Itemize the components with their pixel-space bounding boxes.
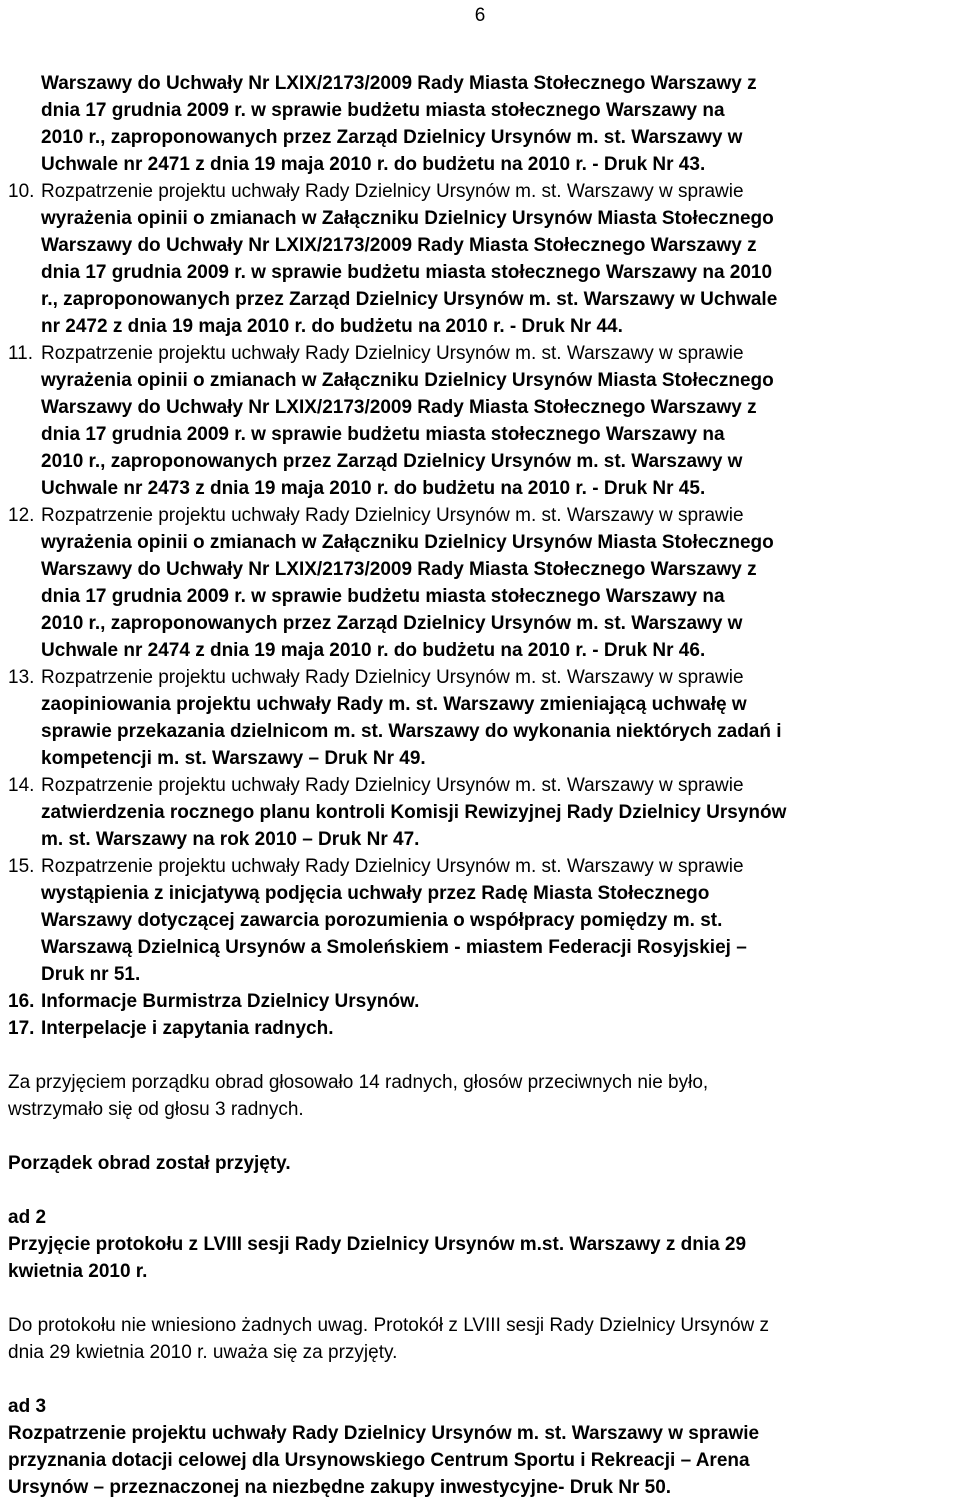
agenda-item-text xyxy=(41,502,952,664)
agenda-item-text xyxy=(41,772,952,853)
agenda-item-text xyxy=(41,853,952,988)
agenda-item xyxy=(8,988,952,1015)
ad3-heading: ad 3 xyxy=(8,1396,47,1417)
agenda-item-line: dnia 17 grudnia 2009 r. w sprawie budżetu miasta stołecznego Warszawy na 2010 xyxy=(41,262,773,283)
agenda-item-line: Warszawy do Uchwały Nr LXIX/2173/2009 Rady Miasta Stołecznego Warszawy z xyxy=(41,397,757,418)
agenda-item-line: Warszawą Dzielnicą Ursynów a Smoleńskiem - miastem Federacji Rosyjskiej – xyxy=(41,937,747,958)
page-number: 6 xyxy=(474,5,486,26)
agenda-item-text xyxy=(41,988,952,1015)
agenda-item-line: nr 2472 z dnia 19 maja 2010 r. do budżetu na 2010 r. - Druk Nr 44. xyxy=(41,316,623,337)
ad3-title-line: Ursynów – przeznaczonej na niezbędne zakupy inwestycyjne- Druk Nr 50. xyxy=(8,1477,672,1498)
ad3-title-line: przyznania dotacji celowej dla Ursynowskiego Centrum Sportu i Rekreacji – Arena xyxy=(8,1450,750,1471)
agenda-item-line: zaopiniowania projektu uchwały Rady m. st. Warszawy zmieniającą uchwałę w xyxy=(41,694,747,715)
ad3-title-line: Rozpatrzenie projektu uchwały Rady Dzielnicy Ursynów m. st. Warszawy w sprawie xyxy=(8,1423,760,1444)
text-line: dnia 17 grudnia 2009 r. w sprawie budżetu miasta stołecznego Warszawy na xyxy=(41,100,725,121)
agenda-item-line: kompetencji m. st. Warszawy – Druk Nr 49. xyxy=(41,748,426,769)
text-line: Za przyjęciem porządku obrad głosowało 14 radnych, głosów przeciwnych nie było, xyxy=(8,1072,709,1093)
agenda-item-line: sprawie przekazania dzielnicom m. st. Warszawy do wykonania niektórych zadań i xyxy=(41,721,782,742)
ad2-title-line: Przyjęcie protokołu z LVIII sesji Rady Dzielnicy Ursynów m.st. Warszawy z dnia 29 xyxy=(8,1234,747,1255)
agenda-item-line: r., zaproponowanych przez Zarząd Dzielnicy Ursynów m. st. Warszawy w Uchwale xyxy=(41,289,778,310)
agenda-item-number: 14. xyxy=(8,775,35,796)
agenda-item-first-line: Rozpatrzenie projektu uchwały Rady Dzielnicy Ursynów m. st. Warszawy w sprawie xyxy=(41,667,744,688)
agenda-item xyxy=(8,772,952,853)
agenda-item-line: 2010 r., zaproponowanych przez Zarząd Dzielnicy Ursynów m. st. Warszawy w xyxy=(41,451,743,472)
agenda-item-number: 11. xyxy=(8,343,34,364)
agenda-item-first-line: Rozpatrzenie projektu uchwały Rady Dzielnicy Ursynów m. st. Warszawy w sprawie xyxy=(41,505,744,526)
ad2-body-line: Do protokołu nie wniesiono żadnych uwag. Protokół z LVIII sesji Rady Dzielnicy Ursynów z xyxy=(8,1315,770,1336)
agenda-item-line: zatwierdzenia rocznego planu kontroli Komisji Rewizyjnej Rady Dzielnicy Ursynów xyxy=(41,802,787,823)
ad2-title-line: kwietnia 2010 r. xyxy=(8,1261,148,1282)
agenda-item-number: 10. xyxy=(8,181,35,202)
agenda-item xyxy=(8,664,952,772)
agenda-item-line: Uchwale nr 2473 z dnia 19 maja 2010 r. do budżetu na 2010 r. - Druk Nr 45. xyxy=(41,478,706,499)
agenda-item-first-line: Interpelacje i zapytania radnych. xyxy=(41,1018,334,1039)
agenda-item-line: Warszawy do Uchwały Nr LXIX/2173/2009 Rady Miasta Stołecznego Warszawy z xyxy=(41,559,757,580)
continued-agenda-item xyxy=(8,70,952,178)
agenda-item-first-line: Rozpatrzenie projektu uchwały Rady Dzielnicy Ursynów m. st. Warszawy w sprawie xyxy=(41,343,744,364)
agenda-item-number: 13. xyxy=(8,667,35,688)
agenda-item xyxy=(8,853,952,988)
text-line: wstrzymało się od głosu 3 radnych. xyxy=(8,1099,304,1120)
agenda-item xyxy=(8,1015,952,1042)
agenda-item-line: 2010 r., zaproponowanych przez Zarząd Dzielnicy Ursynów m. st. Warszawy w xyxy=(41,613,743,634)
agenda-item xyxy=(8,502,952,664)
agenda-item-number: 17. xyxy=(8,1018,35,1039)
agenda-item-number: 15. xyxy=(8,856,35,877)
agenda-item-line: dnia 17 grudnia 2009 r. w sprawie budżetu miasta stołecznego Warszawy na xyxy=(41,424,725,445)
agenda-item-line: Warszawy do Uchwały Nr LXIX/2173/2009 Rady Miasta Stołecznego Warszawy z xyxy=(41,235,757,256)
document-body xyxy=(8,70,952,1501)
agenda-item-first-line: Rozpatrzenie projektu uchwały Rady Dzielnicy Ursynów m. st. Warszawy w sprawie xyxy=(41,181,744,202)
agenda-item-text xyxy=(41,178,952,340)
agenda-item xyxy=(8,340,952,502)
agenda-item-line: dnia 17 grudnia 2009 r. w sprawie budżetu miasta stołecznego Warszawy na xyxy=(41,586,725,607)
agenda-item-text xyxy=(41,340,952,502)
agenda-item-text xyxy=(41,664,952,772)
agenda-item-line: Uchwale nr 2474 z dnia 19 maja 2010 r. do budżetu na 2010 r. - Druk Nr 46. xyxy=(41,640,706,661)
agenda-item-line: wyrażenia opinii o zmianach w Załączniku Dzielnicy Ursynów Miasta Stołecznego xyxy=(41,370,774,391)
agenda-item-line: Druk nr 51. xyxy=(41,964,141,985)
agenda-item xyxy=(8,178,952,340)
vote-paragraph xyxy=(8,1069,952,1123)
agenda-item-line: m. st. Warszawy na rok 2010 – Druk Nr 47. xyxy=(41,829,420,850)
agenda-item-first-line: Rozpatrzenie projektu uchwały Rady Dzielnicy Ursynów m. st. Warszawy w sprawie xyxy=(41,856,744,877)
agenda-item-number: 12. xyxy=(8,505,35,526)
agenda-item-line: wyrażenia opinii o zmianach w Załączniku Dzielnicy Ursynów Miasta Stołecznego xyxy=(41,532,774,553)
ad2-heading: ad 2 xyxy=(8,1207,47,1228)
text-line: 2010 r., zaproponowanych przez Zarząd Dzielnicy Ursynów m. st. Warszawy w xyxy=(41,127,743,148)
agenda-item-line: Warszawy dotyczącej zawarcia porozumienia o współpracy pomiędzy m. st. xyxy=(41,910,723,931)
vote-result: Porządek obrad został przyjęty. xyxy=(8,1153,291,1174)
text-line: Uchwale nr 2471 z dnia 19 maja 2010 r. do budżetu na 2010 r. - Druk Nr 43. xyxy=(41,154,706,175)
agenda-item-line: wyrażenia opinii o zmianach w Załączniku Dzielnicy Ursynów Miasta Stołecznego xyxy=(41,208,774,229)
agenda-item-text xyxy=(41,1015,952,1042)
agenda-item-first-line: Informacje Burmistrza Dzielnicy Ursynów. xyxy=(41,991,420,1012)
agenda-item-line: wystąpienia z inicjatywą podjęcia uchwały przez Radę Miasta Stołecznego xyxy=(41,883,710,904)
ad2-body-line: dnia 29 kwietnia 2010 r. uważa się za przyjęty. xyxy=(8,1342,398,1363)
agenda-item-number: 16. xyxy=(8,991,35,1012)
agenda-list xyxy=(8,178,952,1042)
text-line: Warszawy do Uchwały Nr LXIX/2173/2009 Rady Miasta Stołecznego Warszawy z xyxy=(41,73,757,94)
agenda-item-first-line: Rozpatrzenie projektu uchwały Rady Dzielnicy Ursynów m. st. Warszawy w sprawie xyxy=(41,775,744,796)
